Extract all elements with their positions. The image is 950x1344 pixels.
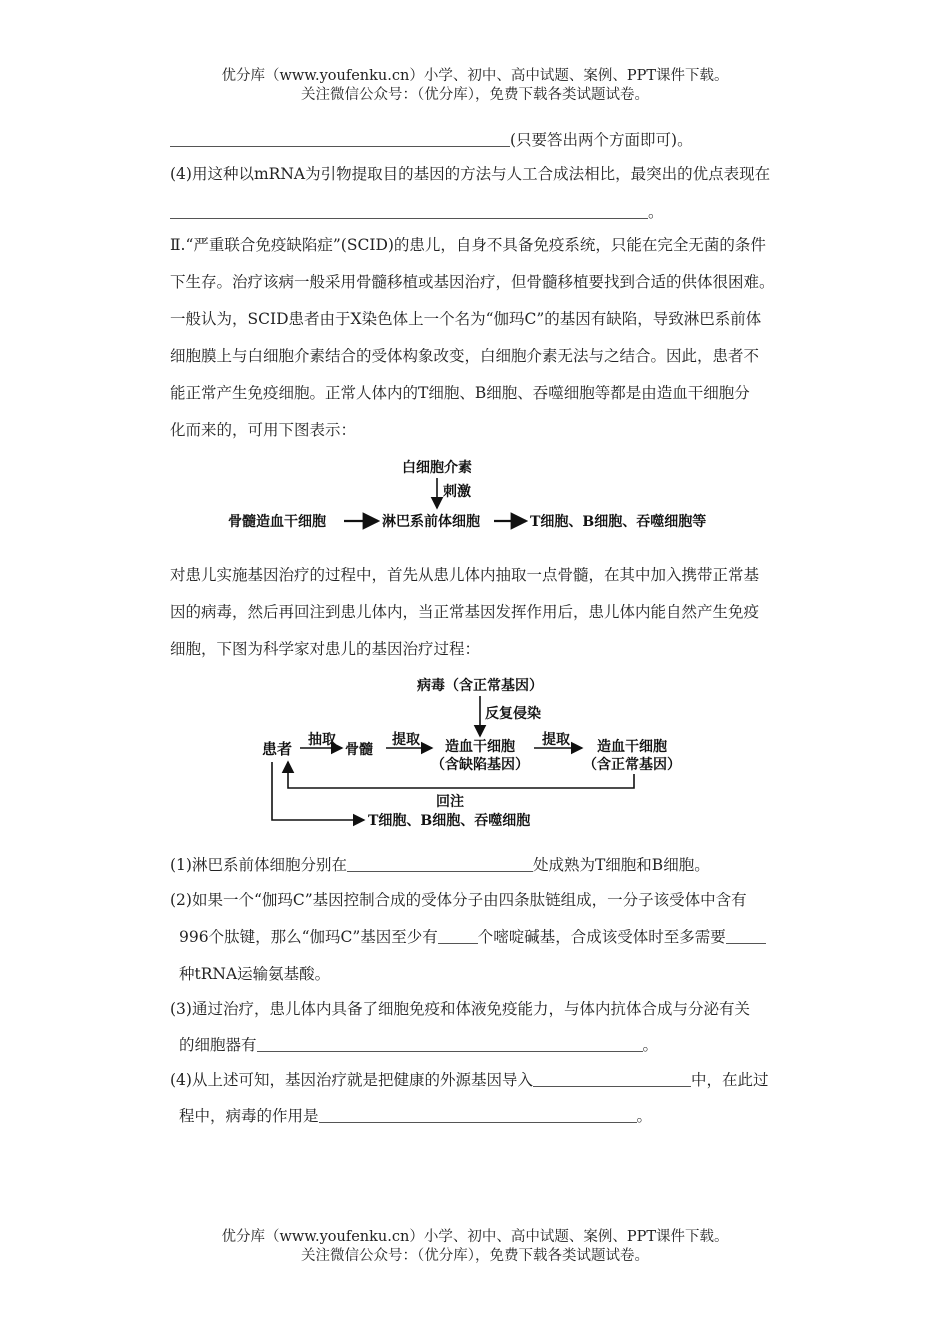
question-part1-4: (4)用这种以mRNA为引物提取目的基因的方法与人工合成法相比，最突出的优点表现在 — [170, 165, 771, 183]
question-text: 的细胞器有 — [179, 1036, 257, 1054]
immune-cells-node: T细胞、B细胞、吞噬细胞 — [368, 813, 531, 829]
answer-blank[interactable] — [726, 927, 766, 944]
extract-label: 提取 — [392, 732, 420, 748]
paragraph-line: 一般认为，SCID患者由于X染色体上一个名为“伽玛C”的基因有缺陷，导致淋巴系前体 — [170, 310, 762, 328]
question-text: (1)淋巴系前体细胞分别在 — [170, 856, 347, 874]
cell-differentiation-diagram — [0, 450, 950, 540]
extract-label: 抽取 — [308, 732, 336, 748]
header-line-1: 优分库（www.youfenku.cn）小学、初中、高中试题、案例、PPT课件下载。 — [221, 68, 729, 84]
paragraph-line: 下生存。治疗该病一般采用骨髓移植或基因治疗，但骨髓移植要找到合适的供体很困难。 — [170, 273, 775, 291]
bone-marrow-stem-cell-node: 骨髓造血干细胞 — [228, 514, 326, 530]
immune-cells-node: T细胞、B细胞、吞噬细胞等 — [530, 514, 707, 530]
lymphoid-precursor-node: 淋巴系前体细胞 — [382, 514, 480, 530]
header-line-2: 关注微信公众号：（优分库），免费下载各类试题试卷。 — [301, 87, 649, 103]
question-text: (4)从上述可知，基因治疗就是把健康的外源基因导入 — [170, 1071, 533, 1089]
answer-blank[interactable] — [347, 855, 533, 872]
answer-blank[interactable] — [170, 130, 510, 147]
question-2-line-3: 种tRNA运输氨基酸。 — [179, 965, 331, 983]
reinject-label: 回注 — [436, 794, 464, 810]
footer-line-1: 优分库（www.youfenku.cn）小学、初中、高中试题、案例、PPT课件下载。 — [221, 1229, 729, 1245]
answer-blank[interactable] — [257, 1035, 643, 1052]
punctuation: 。 — [636, 1107, 653, 1125]
marrow-node: 骨髓 — [345, 742, 373, 758]
question-4-line-2 — [179, 1104, 652, 1126]
paragraph-line: Ⅱ.“严重联合免疫缺陷症”(SCID)的患儿，自身不具备免疫系统，只能在完全无菌的条件 — [170, 236, 766, 254]
punctuation: 。 — [642, 1036, 659, 1054]
question-1 — [170, 853, 710, 875]
paragraph-line: 对患儿实施基因治疗的过程中，首先从患儿体内抽取一点骨髓，在其中加入携带正常基 — [170, 566, 760, 584]
stimulus-label: 刺激 — [443, 484, 471, 500]
paragraph-line: 能正常产生免疫细胞。正常人体内的T细胞、B细胞、吞噬细胞等都是由造血干细胞分 — [170, 384, 750, 402]
paragraph-line: 化而来的，可用下图表示： — [170, 421, 357, 439]
question-text: 程中，病毒的作用是 — [179, 1107, 319, 1125]
question-2-line-2 — [179, 925, 766, 947]
question-4-line-1 — [170, 1068, 768, 1090]
question-text: 个嘧啶碱基，合成该受体时至多需要 — [477, 928, 726, 946]
patient-node: 患者 — [262, 740, 293, 758]
instruction-text: (只要答出两个方面即可)。 — [510, 131, 693, 149]
answer-blank[interactable] — [438, 927, 478, 944]
answer-blank[interactable] — [319, 1106, 637, 1123]
infection-label: 反复侵染 — [485, 706, 541, 722]
punctuation: 。 — [648, 203, 664, 221]
paragraph-line: 细胞膜上与白细胞介素结合的受体构象改变，白细胞介素无法与之结合。因此，患者不 — [170, 347, 760, 365]
interleukin-label: 白细胞介素 — [402, 460, 472, 476]
stem-cell-defective-node: 造血干细胞 — [445, 739, 515, 755]
stem-cell-normal-node: 造血干细胞 — [597, 739, 667, 755]
question-2-line-1: (2)如果一个“伽玛C”基因控制合成的受体分子由四条肽链组成，一分子该受体中含有 — [170, 891, 747, 909]
question-text: 996个肽键，那么“伽玛C”基因至少有 — [179, 928, 438, 946]
answer-line-part1-4 — [170, 200, 664, 222]
stem-cell-normal-note: （含正常基因） — [583, 757, 681, 773]
question-text: 中，在此过 — [690, 1071, 769, 1089]
question-3-line-2 — [179, 1033, 658, 1055]
question-3-line-1: (3)通过治疗，患儿体内具备了细胞免疫和体液免疫能力，与体内抗体合成与分泌有关 — [170, 1000, 750, 1018]
answer-blank[interactable] — [170, 202, 648, 219]
stem-cell-defective-note: （含缺陷基因） — [431, 757, 529, 773]
paragraph-line: 因的病毒，然后再回注到患儿体内，当正常基因发挥作用后，患儿体内能自然产生免疫 — [170, 603, 760, 621]
answer-line-part1 — [170, 128, 693, 150]
gene-therapy-diagram — [0, 668, 950, 838]
question-text: 处成熟为T细胞和B细胞。 — [532, 856, 710, 874]
footer-line-2: 关注微信公众号：（优分库），免费下载各类试题试卷。 — [301, 1248, 649, 1264]
answer-blank[interactable] — [533, 1070, 691, 1087]
virus-label: 病毒（含正常基因） — [417, 678, 543, 694]
paragraph-line: 细胞，下图为科学家对患儿的基因治疗过程： — [170, 640, 481, 658]
cells-arrow — [272, 762, 364, 820]
extract-label: 提取 — [542, 732, 570, 748]
